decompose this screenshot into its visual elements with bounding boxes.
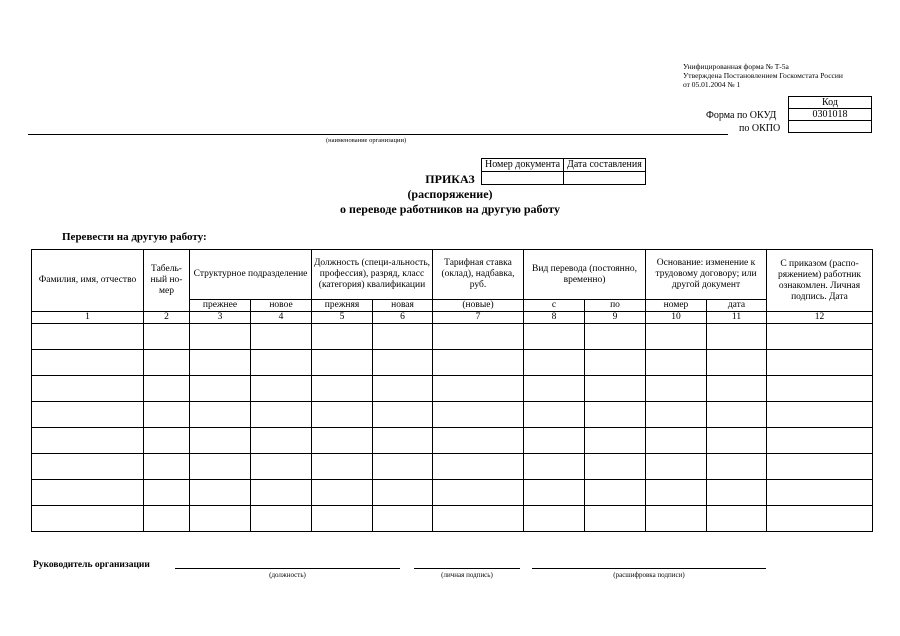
col-name-header: Фамилия, имя, отчество (32, 250, 144, 312)
table-cell[interactable] (707, 454, 767, 480)
table-cell[interactable] (373, 480, 433, 506)
table-cell[interactable] (190, 402, 251, 428)
col-number: 12 (767, 312, 873, 324)
table-row (32, 376, 873, 402)
col-rate-header: Тарифная ставка (оклад), надбавка, руб. (433, 250, 524, 300)
decode-line[interactable] (532, 568, 766, 569)
table-cell[interactable] (190, 376, 251, 402)
col-number: 5 (312, 312, 373, 324)
title-line1: ПРИКАЗ (425, 172, 475, 186)
doc-number-label: Номер документа (482, 159, 564, 172)
table-cell[interactable] (144, 480, 190, 506)
table-cell[interactable] (32, 506, 144, 532)
table-cell[interactable] (32, 376, 144, 402)
col-basis-header: Основание: изменение к трудовому договору; или другой документ (646, 250, 767, 300)
table-cell[interactable] (251, 506, 312, 532)
table-cell[interactable] (312, 324, 373, 350)
table-cell[interactable] (373, 376, 433, 402)
table-cell[interactable] (767, 506, 873, 532)
table-cell[interactable] (312, 480, 373, 506)
table-cell[interactable] (373, 350, 433, 376)
transfer-label: Перевести на другую работу: (62, 231, 207, 243)
sub-basis-date: дата (707, 300, 767, 312)
col-number: 1 (32, 312, 144, 324)
col-ack-header: С приказом (распо-ряжением) работник ознакомлен. Личная подпись. Дата (767, 250, 873, 312)
table-cell[interactable] (190, 454, 251, 480)
table-cell[interactable] (646, 376, 707, 402)
table-cell[interactable] (144, 402, 190, 428)
table-cell[interactable] (144, 428, 190, 454)
table-cell[interactable] (144, 350, 190, 376)
table-cell[interactable] (585, 506, 646, 532)
org-name-line[interactable] (28, 134, 728, 135)
table-cell[interactable] (707, 324, 767, 350)
sub-new-position: новая (373, 300, 433, 312)
sub-from: с (524, 300, 585, 312)
okud-value[interactable]: 0301018 (789, 109, 872, 121)
table-cell[interactable] (312, 402, 373, 428)
table-cell[interactable] (251, 350, 312, 376)
table-cell[interactable] (32, 324, 144, 350)
col-number: 7 (433, 312, 524, 324)
table-cell[interactable] (646, 402, 707, 428)
table-cell[interactable] (144, 454, 190, 480)
sign-line[interactable] (414, 568, 520, 569)
col-kind-header: Вид перевода (постоянно, временно) (524, 250, 646, 300)
table-cell[interactable] (32, 454, 144, 480)
table-cell[interactable] (433, 506, 524, 532)
table-cell[interactable] (312, 428, 373, 454)
form-header-line2: Утверждена Постановлением Госкомстата России (683, 71, 843, 80)
table-cell[interactable] (433, 428, 524, 454)
position-line[interactable] (175, 568, 400, 569)
table-cell[interactable] (251, 402, 312, 428)
table-cell[interactable] (190, 480, 251, 506)
table-cell[interactable] (585, 480, 646, 506)
table-cell[interactable] (144, 506, 190, 532)
table-cell[interactable] (767, 454, 873, 480)
table-cell[interactable] (524, 480, 585, 506)
col-position-header: Должность (специ-альность, профессия), разряд, класс (категория) квалификации (312, 250, 433, 300)
title-line3: о переводе работников на другую работу (340, 202, 560, 216)
sub-prev-position: прежняя (312, 300, 373, 312)
sub-basis-number: номер (646, 300, 707, 312)
table-cell[interactable] (251, 480, 312, 506)
table-cell[interactable] (585, 428, 646, 454)
org-caption: (наименование организации) (326, 137, 407, 144)
table-cell[interactable] (707, 428, 767, 454)
table-row (32, 324, 873, 350)
table-cell[interactable] (312, 350, 373, 376)
signature-title: Руководитель организации (33, 560, 150, 570)
col-number: 3 (190, 312, 251, 324)
form-header (683, 62, 843, 89)
okud-label: Форма по ОКУД (706, 110, 777, 121)
table-cell[interactable] (144, 376, 190, 402)
table-cell[interactable] (32, 350, 144, 376)
table-cell[interactable] (524, 324, 585, 350)
table-cell[interactable] (707, 480, 767, 506)
table-cell[interactable] (433, 480, 524, 506)
sub-prev-dept: прежнее (190, 300, 251, 312)
table-cell[interactable] (646, 324, 707, 350)
title-line2: (распоряжение) (407, 187, 493, 201)
table-cell[interactable] (433, 454, 524, 480)
code-head: Код (789, 97, 872, 109)
table-cell[interactable] (433, 350, 524, 376)
table-cell[interactable] (433, 376, 524, 402)
table-cell[interactable] (190, 350, 251, 376)
form-header-line3: от 05.01.2004 № 1 (683, 80, 741, 89)
col-tab-header: Табель-ный но-мер (144, 250, 190, 312)
table-cell[interactable] (190, 428, 251, 454)
table-cell[interactable] (251, 376, 312, 402)
table-row (32, 454, 873, 480)
sub-new-dept: новое (251, 300, 312, 312)
table-cell[interactable] (585, 402, 646, 428)
sub-rate-new: (новые) (433, 300, 524, 312)
transfer-table (31, 249, 873, 532)
code-box (788, 96, 872, 133)
okpo-value[interactable] (789, 121, 872, 133)
table-cell[interactable] (144, 324, 190, 350)
table-cell[interactable] (767, 350, 873, 376)
table-cell[interactable] (32, 402, 144, 428)
col-number: 9 (585, 312, 646, 324)
table-cell[interactable] (707, 506, 767, 532)
table-cell[interactable] (524, 350, 585, 376)
table-cell[interactable] (646, 454, 707, 480)
table-row (32, 350, 873, 376)
table-cell[interactable] (767, 480, 873, 506)
table-row (32, 402, 873, 428)
table-cell[interactable] (373, 428, 433, 454)
table-cell[interactable] (585, 350, 646, 376)
table-cell[interactable] (585, 376, 646, 402)
decode-caption: (расшифровка подписи) (613, 571, 685, 579)
table-cell[interactable] (32, 428, 144, 454)
table-cell[interactable] (190, 506, 251, 532)
table-cell[interactable] (585, 324, 646, 350)
form-header-line1: Унифицированная форма № Т-5а (683, 62, 789, 71)
col-number: 8 (524, 312, 585, 324)
sign-caption: (личная подпись) (441, 571, 493, 579)
position-caption: (должность) (269, 571, 306, 579)
table-cell[interactable] (767, 402, 873, 428)
table-cell[interactable] (312, 506, 373, 532)
table-cell[interactable] (373, 402, 433, 428)
table-cell[interactable] (373, 454, 433, 480)
table-cell[interactable] (646, 506, 707, 532)
table-cell[interactable] (251, 324, 312, 350)
col-number: 11 (707, 312, 767, 324)
table-row (32, 480, 873, 506)
table-cell[interactable] (373, 324, 433, 350)
table-row (32, 506, 873, 532)
doc-date-label: Дата составления (564, 159, 646, 172)
table-cell[interactable] (767, 428, 873, 454)
table-cell[interactable] (433, 324, 524, 350)
table-cell[interactable] (251, 454, 312, 480)
table-cell[interactable] (707, 376, 767, 402)
table-cell[interactable] (524, 506, 585, 532)
col-number: 6 (373, 312, 433, 324)
col-number: 4 (251, 312, 312, 324)
sub-to: по (585, 300, 646, 312)
col-number: 2 (144, 312, 190, 324)
table-cell[interactable] (524, 428, 585, 454)
table-cell[interactable] (524, 402, 585, 428)
table-cell[interactable] (707, 402, 767, 428)
table-cell[interactable] (251, 428, 312, 454)
table-cell[interactable] (646, 350, 707, 376)
col-dept-header: Структурное подразделение (190, 250, 312, 300)
table-cell[interactable] (767, 376, 873, 402)
table-row (32, 428, 873, 454)
table-cell[interactable] (32, 480, 144, 506)
table-cell[interactable] (190, 324, 251, 350)
okpo-label: по ОКПО (739, 123, 781, 134)
table-cell[interactable] (767, 324, 873, 350)
table-cell[interactable] (524, 454, 585, 480)
table-cell[interactable] (312, 454, 373, 480)
table-cell[interactable] (646, 480, 707, 506)
table-cell[interactable] (707, 350, 767, 376)
table-cell[interactable] (433, 402, 524, 428)
table-cell[interactable] (312, 376, 373, 402)
table-cell[interactable] (524, 376, 585, 402)
table-cell[interactable] (585, 454, 646, 480)
col-number: 10 (646, 312, 707, 324)
table-cell[interactable] (373, 506, 433, 532)
table-cell[interactable] (646, 428, 707, 454)
